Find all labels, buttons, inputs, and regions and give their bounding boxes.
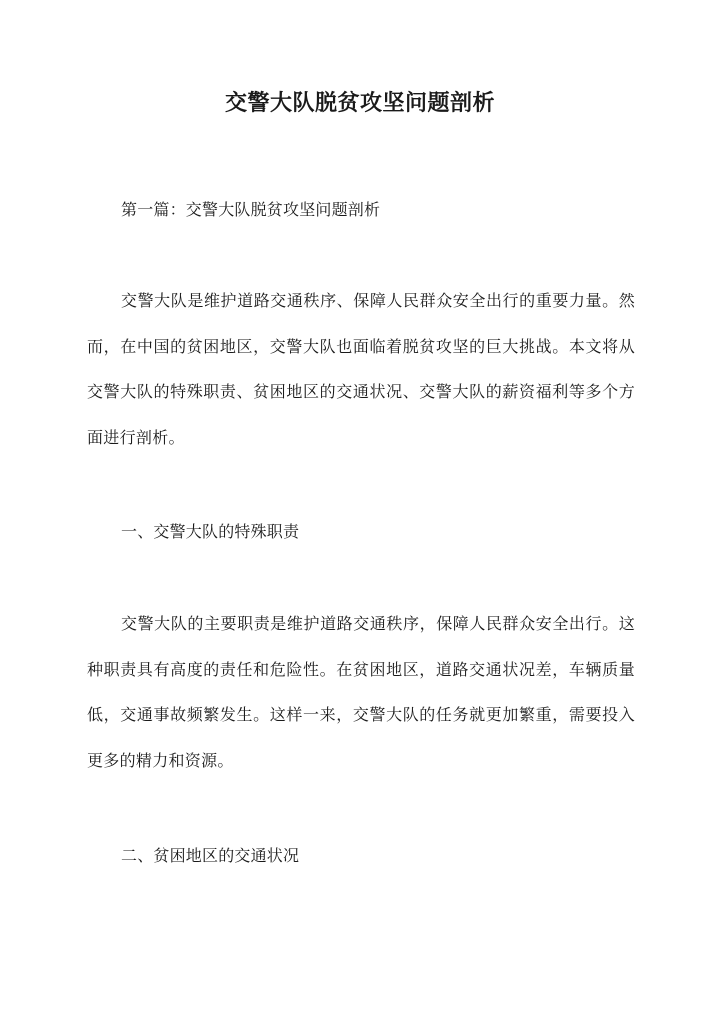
subtitle-heading: 第一篇：交警大队脱贫攻坚问题剖析 (121, 200, 381, 219)
section-heading-traffic: 二、贫困地区的交通状况 (121, 846, 300, 865)
document-title: 交警大队脱贫攻坚问题剖析 (224, 90, 495, 116)
section-paragraph-duties: 交警大队的主要职责是维护道路交通秩序，保障人民群众安全出行。这种职责具有高度的责任和危险性。在贫困地区，道路交通状况差，车辆质量低，交通事故频繁发生。这样一来，交警大队的任务就更加繁重，需要投入更多的精力和资源。 (87, 614, 635, 770)
intro-paragraph: 交警大队是维护道路交通秩序、保障人民群众安全出行的重要力量。然而，在中国的贫困地区，交警大队也面临着脱贫攻坚的巨大挑战。本文将从交警大队的特殊职责、贫困地区的交通状况、交警大队的薪资福利等多个方面进行剖析。 (87, 291, 635, 447)
section-heading-duties: 一、交警大队的特殊职责 (121, 522, 300, 541)
